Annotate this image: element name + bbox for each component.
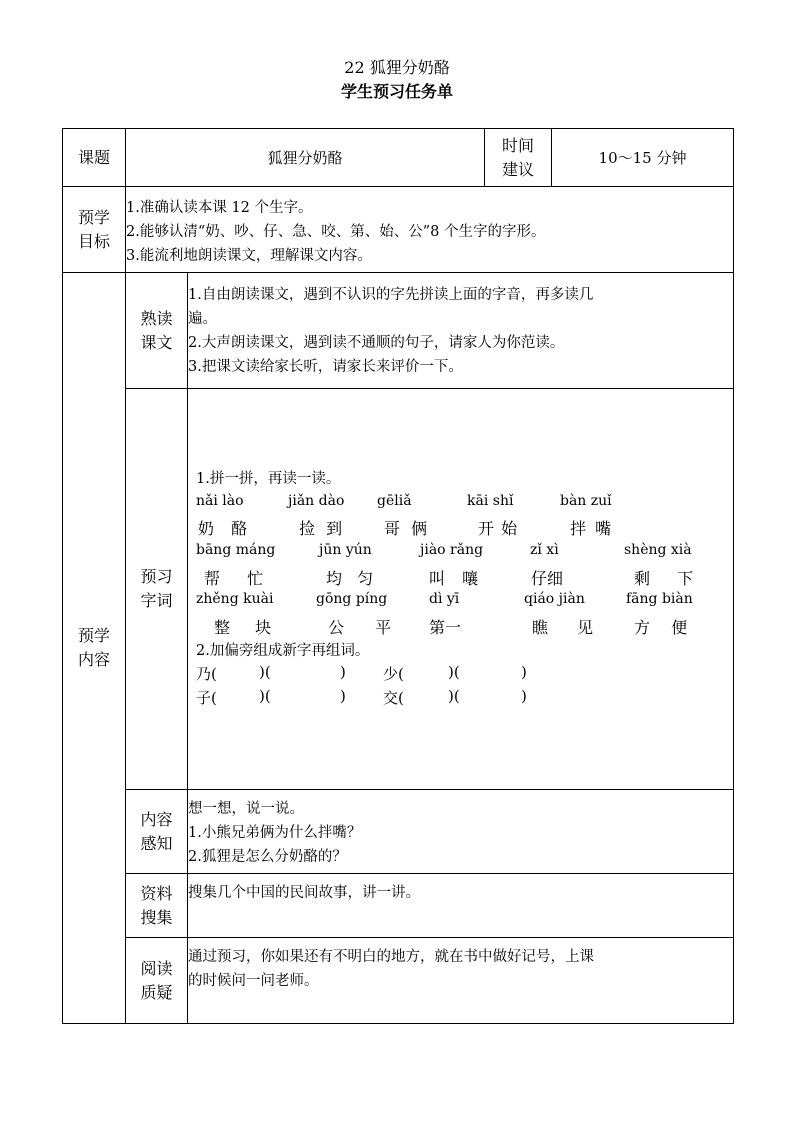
- pinyin-text: jiǎn dào: [288, 493, 345, 509]
- compose-base: 少(: [383, 665, 404, 683]
- chars-label: 预习 字词: [126, 389, 188, 790]
- task-table: [62, 128, 734, 1024]
- pinyin-text: zǐ xì: [530, 542, 559, 558]
- hanzi-text: 均 匀: [326, 569, 374, 588]
- question-content: [188, 938, 734, 1024]
- topic-row: [63, 129, 734, 187]
- pinyin-text: jūn yún: [319, 542, 372, 558]
- collect-label: 资料 搜集: [126, 874, 188, 938]
- hanzi-text: 哥 俩: [384, 519, 428, 538]
- pinyin-text: gōng píng: [316, 591, 388, 607]
- question-label: 阅读 质疑: [126, 938, 188, 1024]
- compose-base: 乃(: [196, 665, 217, 683]
- chars-row: [63, 389, 734, 790]
- pinyin-text: shèng xià: [624, 542, 692, 558]
- compose-mid: )(: [259, 663, 271, 681]
- hanzi-text: 拌 嘴: [570, 519, 612, 538]
- read-line: 2.大声朗读课文，遇到读不通顺的句子，请家人为你范读。: [188, 335, 565, 351]
- compose-mid: )(: [259, 687, 271, 705]
- hanzi-text: 第一: [429, 618, 462, 637]
- perceive-row: [63, 790, 734, 874]
- time-label: 时间 建议: [485, 129, 552, 187]
- read-row: [63, 273, 734, 389]
- hanzi-text: 方 便: [634, 618, 688, 637]
- question-line: 的时候问一问老师。: [188, 973, 319, 989]
- page-subtitle: 学生预习任务单: [340, 82, 453, 101]
- hanzi-text: 剩 下: [634, 569, 694, 588]
- pinyin-text: dì yī: [429, 591, 460, 607]
- perceive-label: 内容 感知: [126, 790, 188, 874]
- compose-mid: )(: [448, 687, 460, 705]
- pinyin-text: jiào rǎng: [420, 542, 484, 558]
- goals-row: [63, 187, 734, 273]
- chars-content: [188, 389, 734, 790]
- collect-content: [188, 874, 734, 938]
- perceive-line: 2.狐狸是怎么分奶酪的？: [188, 849, 347, 865]
- compose-end: ): [521, 663, 527, 681]
- pinyin-text: kāi shǐ: [467, 493, 514, 509]
- perceive-content: [188, 790, 734, 874]
- read-line: 1.自由朗读课文，遇到不认识的字先拼读上面的字音，再多读几: [188, 287, 594, 303]
- goal-line: 2.能够认清“奶、吵、仔、急、咬、第、始、公”8 个生字的字形。: [126, 224, 546, 240]
- hanzi-text: 公 平: [328, 618, 392, 637]
- goal-line: 1.准确认读本课 12 个生字。: [126, 200, 313, 216]
- task2-text: 2.加偏旁组成新字再组词。: [196, 643, 370, 659]
- compose-mid: )(: [448, 663, 460, 681]
- hanzi-text: 仔细: [531, 569, 564, 588]
- compose-end: ): [340, 687, 346, 705]
- hanzi-text: 开 始: [478, 519, 518, 538]
- hanzi-text: 瞧 见: [532, 618, 594, 637]
- read-line: 3.把课文读给家长听，请家长来评价一下。: [188, 359, 463, 375]
- read-line: 遍。: [188, 311, 217, 327]
- topic-value: 狐狸分奶酪: [126, 129, 485, 187]
- collect-row: [63, 874, 734, 938]
- read-label: 熟读 课文: [126, 273, 188, 389]
- time-value: 10～15 分钟: [552, 129, 734, 187]
- collect-line: 搜集几个中国的民间故事，讲一讲。: [188, 885, 420, 901]
- read-content: [188, 273, 734, 389]
- goals-content: [126, 187, 734, 273]
- pinyin-text: bāng máng: [196, 542, 276, 558]
- goals-label: 预学 目标: [63, 187, 126, 273]
- hanzi-text: 整 块: [214, 618, 272, 637]
- hanzi-text: 奶 酪: [198, 519, 248, 538]
- pinyin-text: zhěng kuài: [196, 591, 274, 607]
- page-title: 22 狐狸分奶酪: [344, 58, 450, 77]
- hanzi-text: 帮 忙: [204, 569, 264, 588]
- pinyin-text: bàn zuǐ: [560, 493, 612, 509]
- compose-base: 交(: [383, 689, 404, 707]
- goal-line: 3.能流利地朗读课文，理解课文内容。: [126, 248, 372, 264]
- topic-label: 课题: [63, 129, 126, 187]
- hanzi-text: 捡 到: [299, 519, 343, 538]
- compose-end: ): [521, 687, 527, 705]
- task1-text: 1.拼一拼，再读一读。: [196, 471, 341, 487]
- hanzi-text: 叫 嚷: [429, 569, 479, 588]
- question-row: [63, 938, 734, 1024]
- pinyin-text: qiáo jiàn: [524, 591, 585, 607]
- question-line: 通过预习，你如果还有不明白的地方，就在书中做好记号，上课: [188, 949, 594, 965]
- pinyin-text: fāng biàn: [626, 591, 693, 607]
- perceive-line: 想一想，说一说。: [188, 801, 304, 817]
- pinyin-text: gēliǎ: [377, 493, 412, 509]
- compose-end: ): [340, 663, 346, 681]
- perceive-line: 1.小熊兄弟俩为什么拌嘴？: [188, 825, 362, 841]
- content-label: 预学 内容: [63, 273, 126, 1024]
- compose-base: 子(: [196, 689, 217, 707]
- pinyin-text: nǎi lào: [196, 493, 244, 509]
